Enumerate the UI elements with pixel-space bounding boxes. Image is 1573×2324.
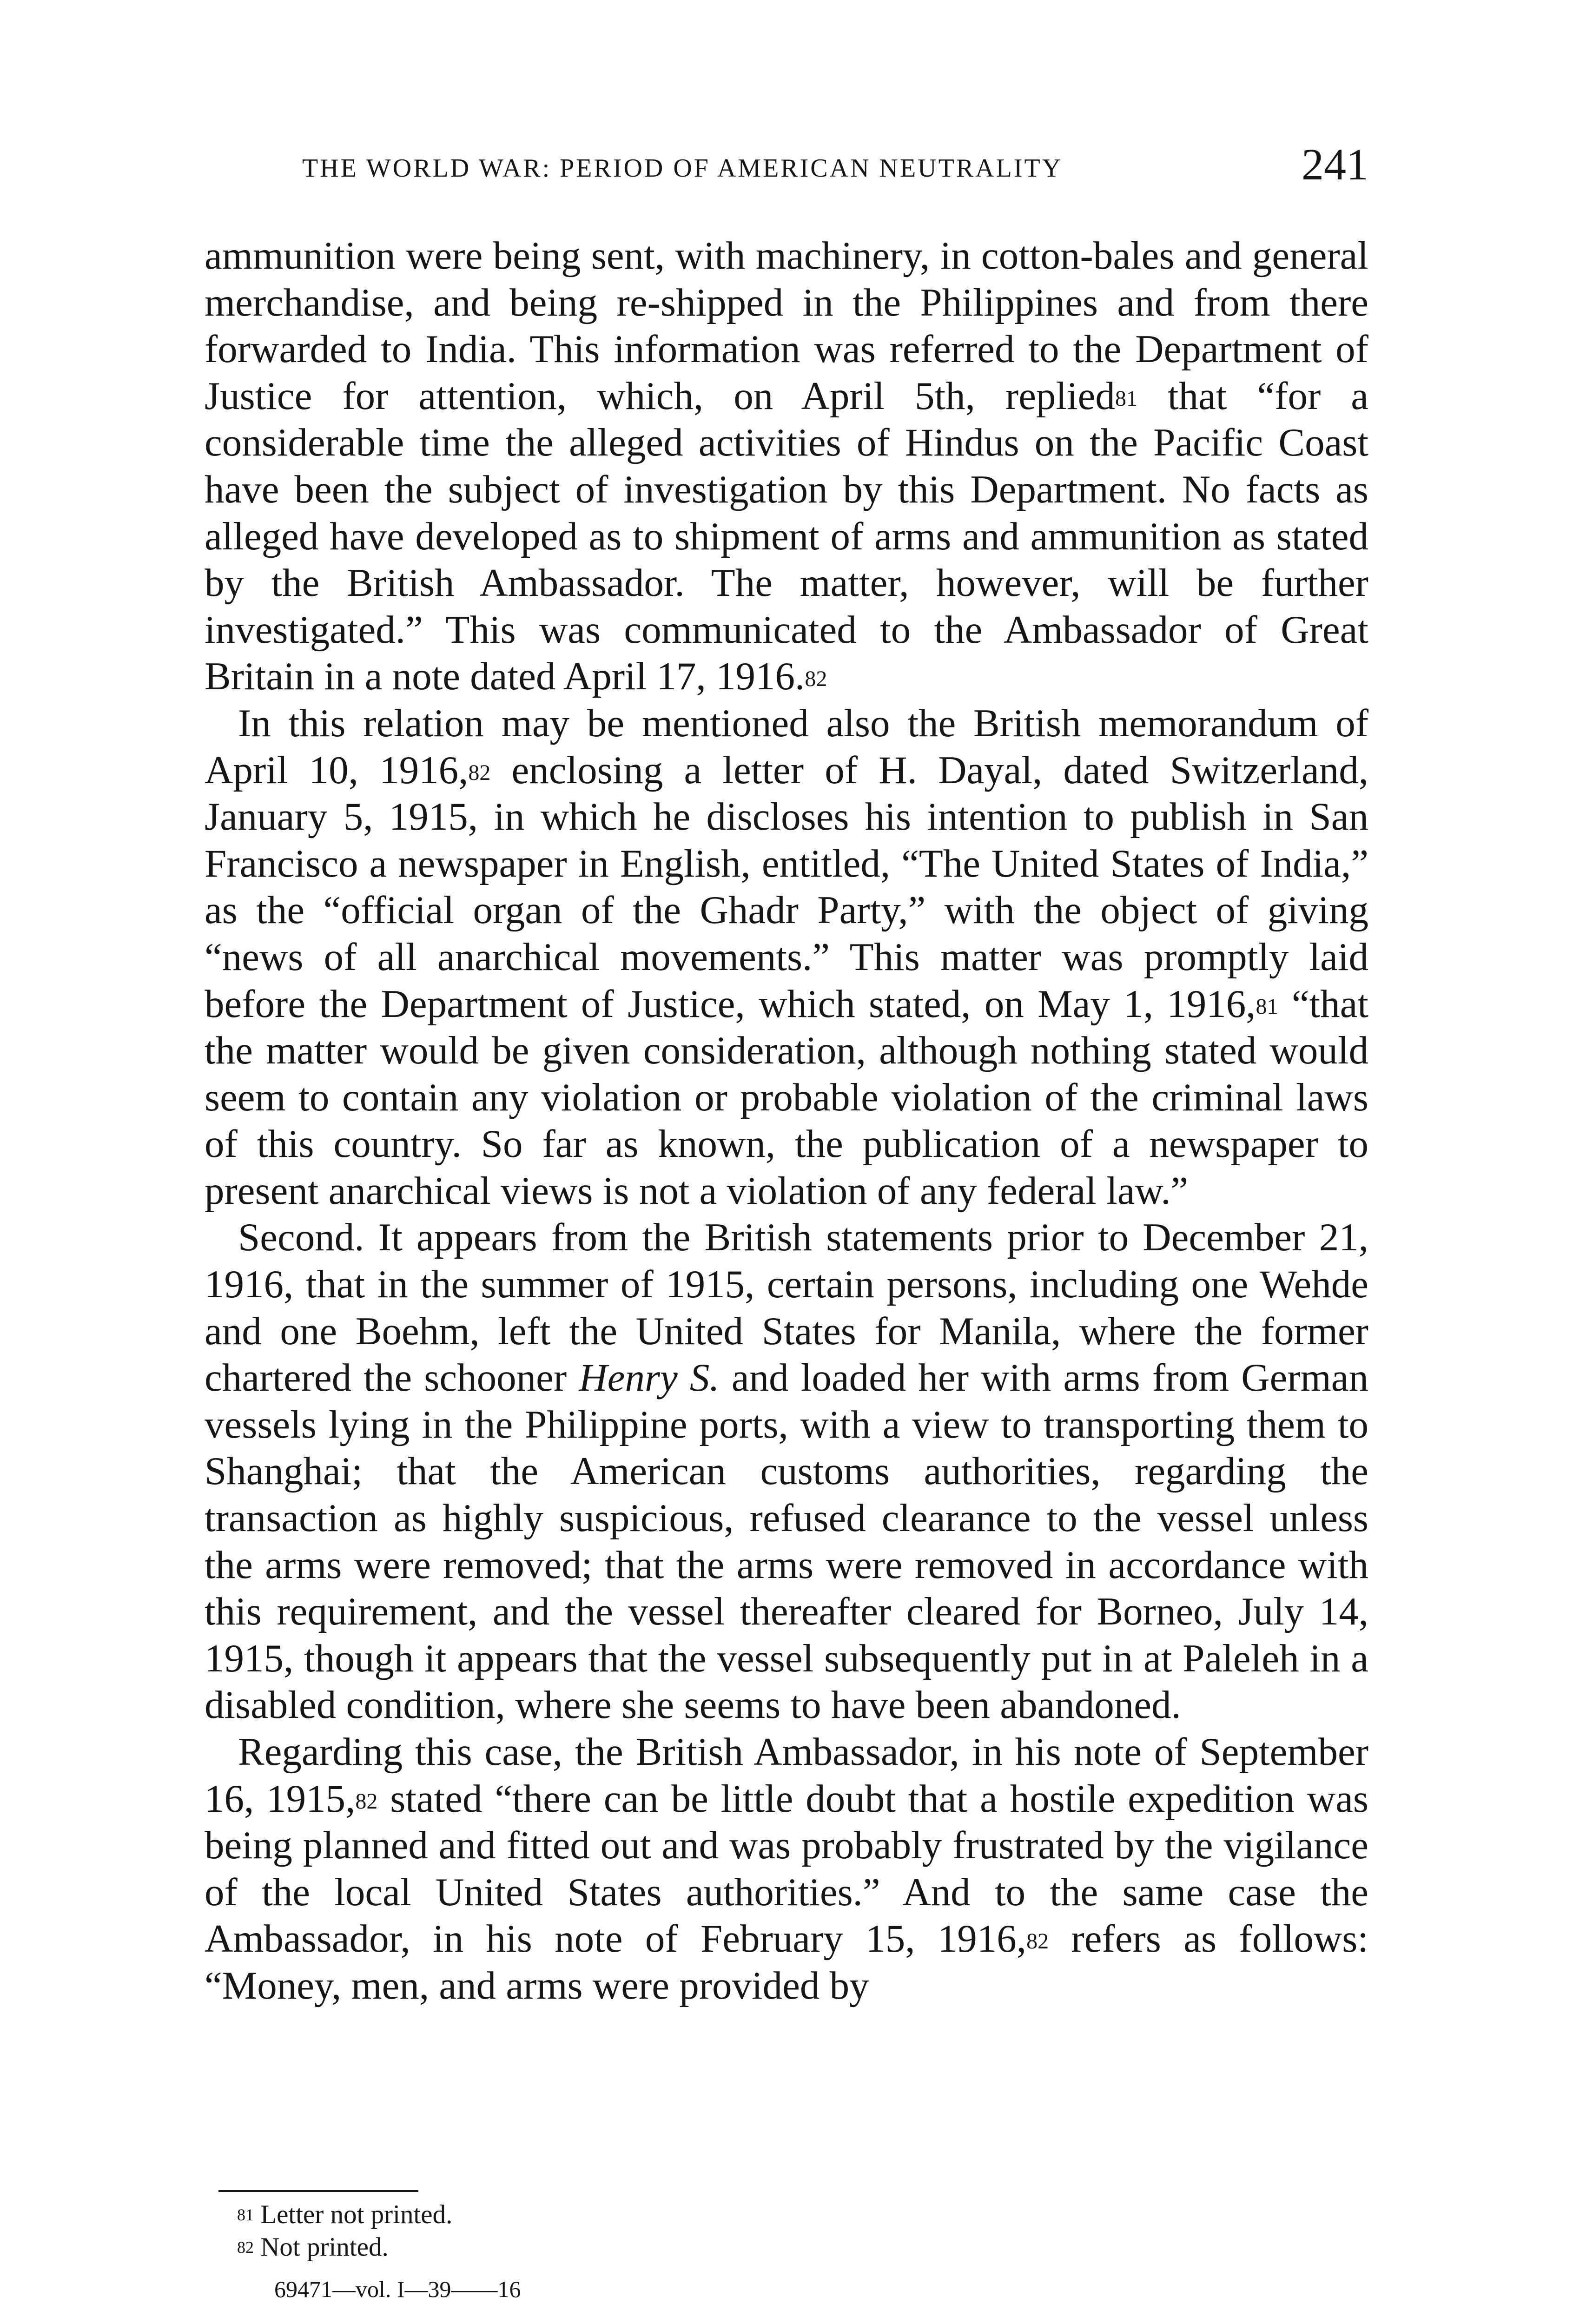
paragraph <box>205 700 1368 1215</box>
footnotes <box>237 2199 452 2264</box>
page-header <box>205 131 1368 187</box>
footnote-text: Letter not printed. <box>254 2200 453 2229</box>
paragraph <box>205 1729 1368 2009</box>
text-run: enclosing a letter of H. Dayal, dated Switzerland, January 5, 1915, in which he discloses his intention to publish in San Francisco a newspaper in English, entitled, “The United States of India,” as the “official organ of the Ghadr Party,” with the object of giving “news of all anarchical movements.” This matter was promptly laid before the Department of Justice, which stated, on May 1, 1916, <box>205 748 1368 1026</box>
body-text <box>205 232 1368 2009</box>
ship-name: Henry S. <box>579 1356 720 1400</box>
text-run: and loaded her with arms from German vessels lying in the Philippine ports, with a view to transporting them to Shanghai; that the American customs authorities, regarding the transaction as highly suspicious, refused clearance to the vessel unless the arms were removed; that the arms were removed in accordance with this requirement, and the vessel thereafter cleared for Borneo, July 14, 1915, though it appears that the vessel subsequently put in at Paleleh in a disabled condition, where she seems to have been abandoned. <box>205 1356 1368 1727</box>
footnote-ref: 82 <box>468 760 491 785</box>
text-run: “that the matter would be given consideration, although nothing stated would seem to contain any violation or probable violation of the criminal laws of this country. So far as known, the publication of a newspaper to present anarchical views is not a violation of any federal law.” <box>205 982 1368 1213</box>
text-run: refers as follows: “Money, men, and arms were provided by <box>205 1917 1369 2007</box>
text-run: Second. It appears from the British statements prior to December 21, 1916, that in the summer of 1915, certain persons, including one Wehde and one Boehm, left the United States for Manila, where the former chartered the schooner <box>205 1215 1368 1400</box>
footnote-mark: 81 <box>237 2205 254 2224</box>
text-run: Regarding this case, the British Ambassador, in his note of September 16, 1915, <box>205 1730 1368 1821</box>
page-number: 241 <box>1302 139 1368 189</box>
paragraph-continued <box>205 232 1368 700</box>
text-run: that “for a considerable time the alleged activities of Hindus on the Pacific Coast have been the subject of investigation by this Department. No facts as alleged have developed as to shipment of arms and ammunition as stated by the British Ambassador. The matter, however, will be further investigated.” This was communicated to the Ambassador of Great Britain in a note dated April 17, 1916. <box>205 374 1368 699</box>
footnote-ref: 82 <box>355 1789 378 1814</box>
text-run: stated “there can be little doubt that a hostile expedition was being planned and fitted out and was probably frustrated by the vigilance of the local United States authorities.” And to the same case the Ambassador, in his note of February 15, 1916, <box>205 1776 1368 1961</box>
footnote-mark: 82 <box>237 2238 254 2257</box>
footnote-ref: 82 <box>805 667 827 692</box>
paragraph <box>205 1214 1368 1729</box>
text-run: ammunition were being sent, with machinery, in cotton-bales and general merchandise, and being re-shipped in the Philippines and from there forwarded to India. This information was referred to the Department of Justice for attention, which, on April 5th, replied <box>205 234 1368 418</box>
footnote-ref: 81 <box>1256 994 1278 1019</box>
footnote-rule <box>218 2190 418 2192</box>
footnote <box>237 2231 452 2264</box>
text-run: In this relation may be mentioned also the British memorandum of April 10, 1916, <box>205 701 1368 792</box>
footnote-ref: 81 <box>1115 386 1137 411</box>
footnote-ref: 82 <box>1026 1929 1049 1954</box>
running-head: THE WORLD WAR: PERIOD OF AMERICAN NEUTRALITY <box>302 154 1063 183</box>
footnote <box>237 2199 452 2231</box>
footnote-text: Not printed. <box>254 2232 389 2262</box>
printer-signature-line: 69471—vol. I—39——16 <box>274 2276 521 2302</box>
